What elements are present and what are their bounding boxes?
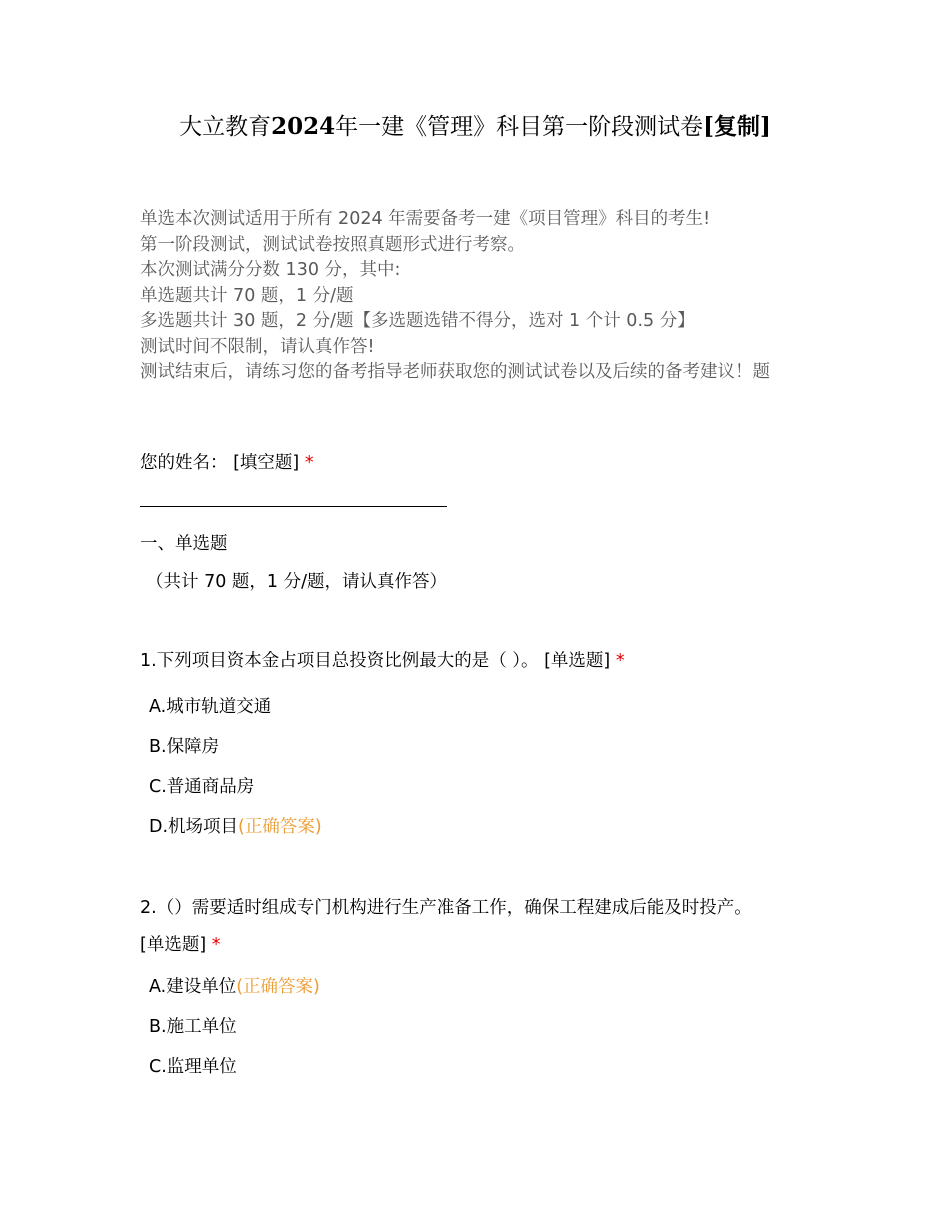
question-2 bbox=[140, 890, 820, 964]
name-input-line[interactable] bbox=[140, 506, 447, 507]
question-1-option-b[interactable] bbox=[149, 734, 219, 760]
required-mark: * bbox=[304, 453, 314, 473]
section-note: （共计 70 题，1 分/题，请认真作答） bbox=[146, 572, 447, 592]
name-label-text: 您的姓名： bbox=[140, 453, 228, 473]
option-label: B.保障房 bbox=[149, 737, 220, 757]
question-type-tag: [单选题] bbox=[140, 935, 207, 955]
intro-line: 本次测试满分分数 130 分，其中: bbox=[140, 260, 401, 280]
title-main: 年一建《管理》科目第一阶段测试卷 bbox=[335, 114, 704, 140]
question-type-tag: [填空题] bbox=[233, 453, 300, 473]
question-2-option-b[interactable] bbox=[149, 1014, 237, 1040]
required-mark: * bbox=[615, 651, 625, 671]
correct-answer-tag: (正确答案) bbox=[238, 817, 322, 837]
required-mark: * bbox=[211, 935, 221, 955]
correct-answer-tag: (正确答案) bbox=[236, 977, 320, 997]
question-1-option-c[interactable] bbox=[149, 774, 254, 800]
option-label: D.机场项目 bbox=[149, 817, 239, 837]
intro-line: 单选本次测试适用于所有 2024 年需要备考一建《项目管理》科目的考生! bbox=[140, 209, 711, 229]
intro-line: 多选题共计 30 题，2 分/题【多选题选错不得分，选对 1 个计 0.5 分】 bbox=[140, 311, 695, 331]
title-year: 2024 bbox=[271, 113, 336, 140]
question-text: 2.（）需要适时组成专门机构进行生产准备工作，确保工程建成后能及时投产。 bbox=[140, 898, 752, 918]
section-title: 一、单选题 bbox=[140, 534, 228, 554]
question-2-option-a[interactable] bbox=[149, 974, 320, 1000]
intro-line: 测试结束后，请练习您的备考指导老师获取您的测试试卷以及后续的备考建议！题 bbox=[140, 362, 770, 382]
question-1-option-a[interactable] bbox=[149, 694, 271, 720]
question-1-option-d[interactable] bbox=[149, 814, 322, 840]
option-label: C.监理单位 bbox=[149, 1057, 237, 1077]
question-text: 1.下列项目资本金占项目总投资比例最大的是（ ）。 bbox=[140, 651, 539, 671]
title-tag: [复制] bbox=[703, 113, 771, 140]
intro-line: 测试时间不限制，请认真作答! bbox=[140, 336, 375, 357]
option-label: B.施工单位 bbox=[149, 1017, 237, 1037]
question-2-option-c[interactable] bbox=[149, 1054, 237, 1080]
question-1 bbox=[140, 648, 625, 674]
title-prefix: 大立教育 bbox=[179, 114, 272, 140]
option-label: A.建设单位 bbox=[149, 977, 237, 997]
option-label: A.城市轨道交通 bbox=[149, 697, 272, 717]
name-field-label bbox=[140, 450, 314, 476]
page-title bbox=[0, 110, 950, 144]
intro-line: 第一阶段测试，测试试卷按照真题形式进行考察。 bbox=[140, 234, 525, 255]
intro-text bbox=[140, 207, 840, 386]
intro-line: 单选题共计 70 题，1 分/题 bbox=[140, 285, 354, 306]
option-label: C.普通商品房 bbox=[149, 777, 255, 797]
question-type-tag: [单选题] bbox=[544, 651, 611, 671]
